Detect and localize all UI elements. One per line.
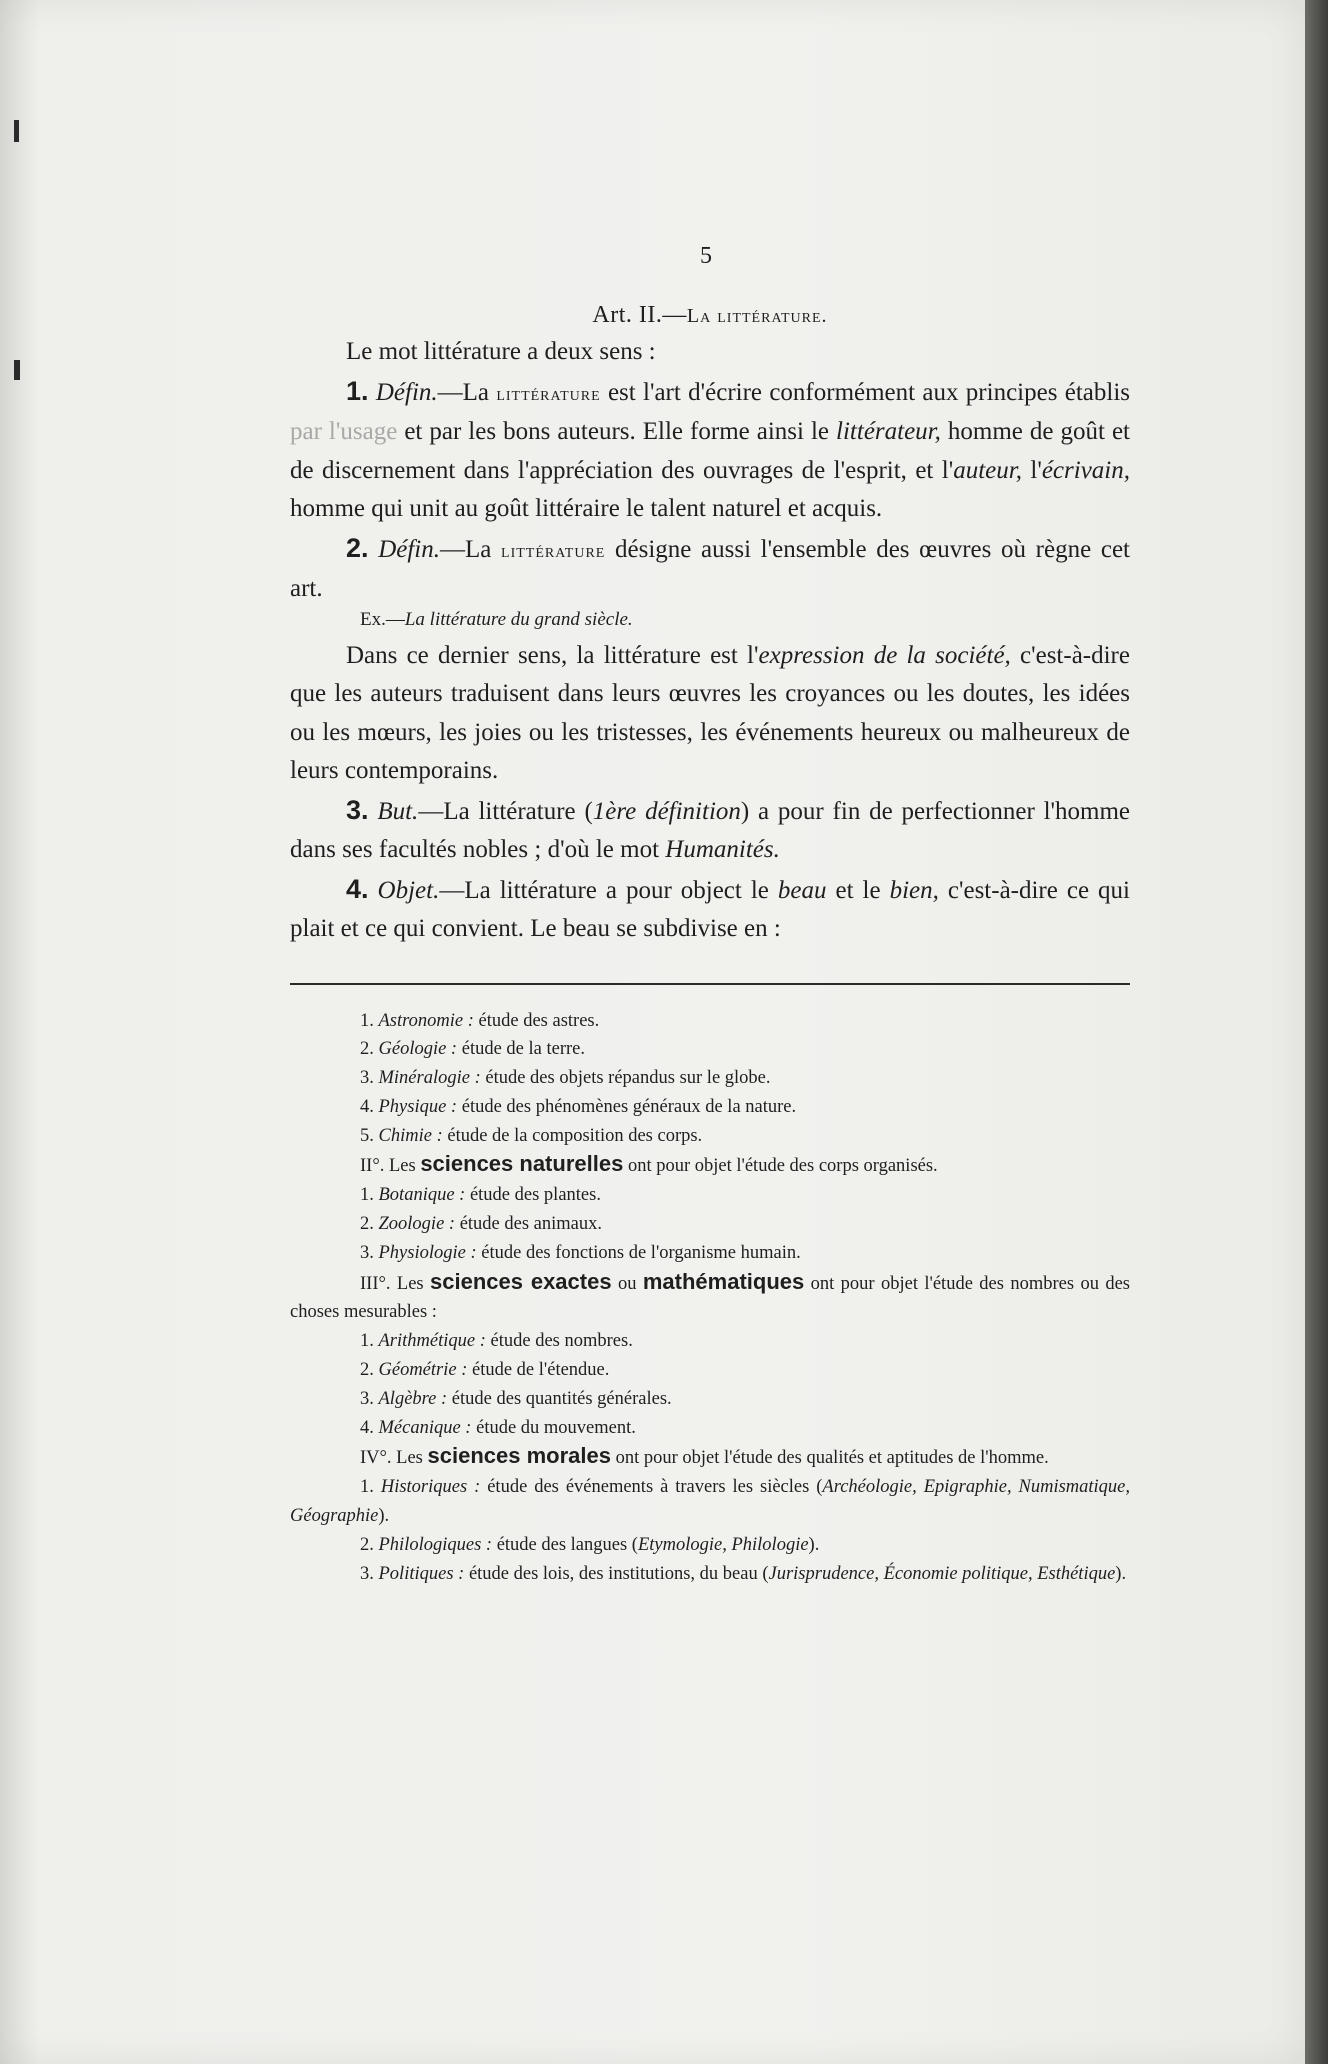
item-subjects: Jurisprudence, Économie politique, Esthétique <box>768 1563 1116 1584</box>
text-run: —La littérature ( <box>418 797 593 825</box>
paragraph-objet <box>290 870 1130 949</box>
item-definition: étude des objets répandus sur le globe. <box>480 1068 771 1089</box>
section-moral-sciences <box>290 1442 1130 1473</box>
text-run: c'est-à-dire que les auteurs traduisent dans leurs œuvres les croyances ou les doutes, les idées ou les mœurs, les joies ou les tristesses, les événements heureux ou malheureux de leurs contemporains. <box>290 641 1130 784</box>
margin-mark <box>14 360 20 380</box>
italic-term: 1ère définition <box>592 797 741 825</box>
item-term: Chimie : <box>378 1125 443 1146</box>
text-run: —La littérature a pour object le <box>439 876 778 904</box>
footnote-divider <box>290 983 1130 985</box>
item-definition: étude des fonctions de l'organisme humain. <box>476 1242 801 1263</box>
item-term: Astronomie : <box>378 1010 474 1031</box>
article-heading <box>290 302 1130 329</box>
text-run: c'est-à-dire ce qui plait et ce qui convient. Le beau se subdivise en : <box>290 876 1130 942</box>
item-term: Zoologie : <box>378 1214 456 1235</box>
science-list-4 <box>290 1473 1130 1588</box>
italic-term: auteur, <box>953 456 1022 484</box>
item-number: 3. <box>360 1388 379 1409</box>
item-number: 3. <box>360 1242 379 1263</box>
item-number: 3. <box>360 1068 379 1089</box>
italic-term: expression de la société, <box>758 641 1011 669</box>
paragraph-number: 2. <box>346 532 369 563</box>
item-term: Physiologie : <box>378 1242 477 1263</box>
item-number: 1. <box>360 1185 379 1206</box>
section-natural-sciences <box>290 1150 1130 1181</box>
section-number: III°. Les <box>360 1273 430 1294</box>
page-content <box>290 240 1130 1588</box>
item-close: ). <box>808 1534 820 1555</box>
list-item <box>290 1560 1130 1589</box>
text-run: ) a pour fin de perfectionner l'homme dans ses facultés nobles ; d'où le mot <box>290 797 1131 863</box>
item-term: Botanique : <box>378 1185 466 1206</box>
text-run: l' <box>1021 456 1042 484</box>
section-bold-term: mathématiques <box>642 1268 805 1294</box>
list-item <box>290 1093 1130 1122</box>
text-run: Dans ce dernier sens, la littérature est l' <box>346 641 759 669</box>
item-number: 2. <box>360 1534 379 1555</box>
italic-term: littérateur, <box>836 418 941 445</box>
text-run: —La <box>439 535 502 563</box>
text-run: et par les bons auteurs. Elle forme ainsi le <box>397 418 837 445</box>
item-term: Politiques : <box>378 1563 465 1584</box>
item-definition: étude des astres. <box>473 1010 600 1031</box>
item-definition: étude du mouvement. <box>471 1417 636 1438</box>
section-bold-term: sciences morales <box>427 1443 611 1469</box>
item-term: Géologie : <box>378 1039 458 1060</box>
text-run: et le <box>826 876 890 904</box>
paragraph-label: But. <box>377 797 419 825</box>
list-item <box>290 1414 1130 1443</box>
intro-line <box>290 333 1130 372</box>
item-term: Algèbre : <box>378 1388 448 1409</box>
item-definition: étude de l'étendue. <box>467 1360 610 1381</box>
item-close: ). <box>378 1506 390 1527</box>
item-number: 1. <box>360 1477 381 1498</box>
text-run: —La <box>437 378 497 406</box>
list-item <box>290 1473 1130 1531</box>
item-definition: étude des animaux. <box>455 1214 603 1235</box>
italic-term: bien, <box>889 876 939 904</box>
section-exact-sciences <box>290 1268 1130 1328</box>
item-definition: étude des quantités générales. <box>447 1388 672 1409</box>
item-number: 2. <box>360 1039 379 1060</box>
item-number: 1. <box>360 1331 379 1352</box>
heading-title: La littérature. <box>686 305 828 327</box>
text-run: homme qui unit au goût littéraire le talent naturel et acquis. <box>290 495 883 522</box>
item-close: ). <box>1115 1563 1127 1584</box>
paragraph-label: Défin. <box>375 378 438 406</box>
section-number: II°. Les <box>360 1156 421 1177</box>
italic-term: écrivain, <box>1041 456 1130 484</box>
example-text: La littérature du grand siècle. <box>404 608 633 630</box>
item-definition: étude des phénomènes généraux de la nature. <box>457 1096 797 1117</box>
text-run: ou <box>611 1273 643 1294</box>
paragraph-label: Objet. <box>377 876 440 904</box>
faded-text: par l'usage <box>290 418 398 445</box>
paragraph-society <box>290 637 1130 791</box>
italic-term: Humanités. <box>665 836 780 863</box>
paragraph-but <box>290 791 1130 870</box>
paragraph-definition-1 <box>290 372 1130 529</box>
item-definition: étude de la composition des corps. <box>442 1125 703 1146</box>
list-item <box>290 1239 1130 1268</box>
text-run: homme de goût et de discernement dans l'appréciation des ouvrages de l'esprit, et l' <box>290 418 1130 484</box>
section-number: IV°. Les <box>360 1448 428 1469</box>
item-definition: étude de la terre. <box>457 1039 585 1060</box>
item-number: 1. <box>360 1010 379 1031</box>
item-definition: étude des nombres. <box>485 1331 633 1352</box>
item-number: 4. <box>360 1417 379 1438</box>
page-edge-shadow <box>1305 0 1328 2064</box>
section-bold-term: sciences exactes <box>430 1268 612 1294</box>
list-item <box>290 1122 1130 1151</box>
footnotes <box>290 1007 1130 1589</box>
text-run: est l'art d'écrire conformément aux principes établis <box>600 378 1131 406</box>
science-list-2 <box>290 1181 1130 1267</box>
intro-text: Le mot littérature a deux sens : <box>346 338 656 365</box>
paragraph-number: 3. <box>346 794 369 825</box>
example-prefix: Ex.— <box>360 608 405 630</box>
paragraph-label: Défin. <box>378 535 440 563</box>
item-subjects: Archéologie, Epigraphie, Numismatique, Géographie <box>290 1477 1131 1527</box>
item-number: 2. <box>360 1214 379 1235</box>
margin-mark <box>14 120 19 142</box>
list-item <box>290 1210 1130 1239</box>
item-definition: étude des lois, des institutions, du beau ( <box>464 1563 769 1584</box>
item-subjects: Etymologie, Philologie <box>637 1534 809 1555</box>
item-definition: étude des événements à travers les siècles ( <box>480 1477 823 1498</box>
text-run: ont pour objet l'étude des corps organisés. <box>623 1156 938 1177</box>
list-item <box>290 1531 1130 1560</box>
heading-prefix: Art. II.— <box>592 302 687 328</box>
list-item <box>290 1385 1130 1414</box>
item-term: Physique : <box>378 1096 458 1117</box>
page-number: 5 <box>700 243 712 269</box>
item-number: 4. <box>360 1096 379 1117</box>
item-number: 3. <box>360 1563 379 1584</box>
item-number: 5. <box>360 1125 379 1146</box>
item-definition: étude des plantes. <box>465 1185 601 1206</box>
text-run: ont pour objet l'étude des qualités et aptitudes de l'homme. <box>610 1448 1049 1469</box>
term-smallcaps: littérature <box>501 539 606 562</box>
italic-term: beau <box>777 876 827 904</box>
item-term: Arithmétique : <box>378 1331 486 1352</box>
item-definition: étude des langues ( <box>492 1534 638 1555</box>
item-term: Historiques : <box>380 1477 481 1498</box>
item-term: Minéralogie : <box>378 1068 481 1089</box>
list-item <box>290 1181 1130 1210</box>
item-term: Mécanique : <box>378 1417 472 1438</box>
item-number: 2. <box>360 1360 379 1381</box>
section-bold-term: sciences naturelles <box>420 1151 624 1177</box>
list-item <box>290 1064 1130 1093</box>
text-run: désigne aussi l'ensemble des œuvres où règne cet art. <box>290 535 1130 602</box>
item-term: Géométrie : <box>378 1360 468 1381</box>
paragraph-definition-2 <box>290 529 1130 609</box>
paragraph-number: 1. <box>346 375 369 406</box>
text-run: ont pour objet l'étude des nombres ou des choses mesurables : <box>290 1273 1130 1323</box>
term-smallcaps: littérature <box>496 382 601 405</box>
list-item <box>290 1007 1130 1036</box>
science-list-3 <box>290 1327 1130 1442</box>
science-list-1 <box>290 1007 1130 1151</box>
list-item <box>290 1327 1130 1356</box>
example-line <box>360 609 1130 631</box>
paragraph-number: 4. <box>346 873 369 904</box>
list-item <box>290 1356 1130 1385</box>
list-item <box>290 1035 1130 1064</box>
item-term: Philologiques : <box>378 1534 493 1555</box>
